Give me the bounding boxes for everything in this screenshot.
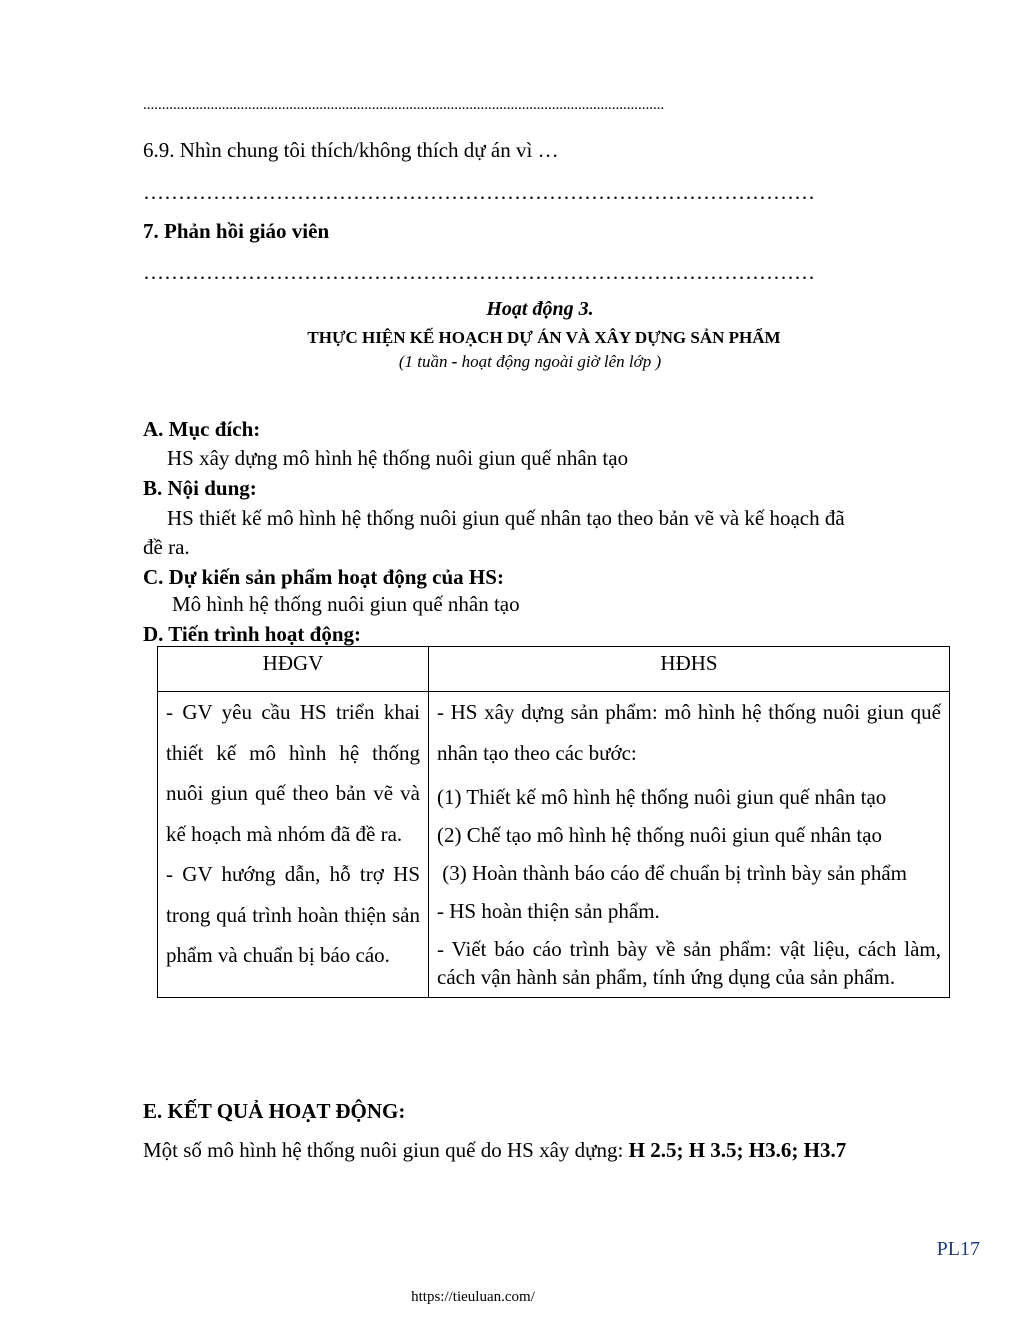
dotted-line: …………………………………………………………………………………… — [143, 180, 815, 204]
section-e-body — [143, 1136, 846, 1164]
table-row — [158, 692, 950, 998]
gv-item-2: - GV hướng dẫn, hỗ trợ HS trong quá trình hoàn thiện sản phẩm và chuẩn bị báo cáo. — [166, 862, 420, 967]
section-b-body-line1: HS thiết kế mô hình hệ thống nuôi giun quế nhân tạo theo bản vẽ và kế hoạch đã — [167, 506, 845, 530]
section-b-heading: B. Nội dung: — [143, 476, 257, 500]
section-e-heading: E. KẾT QUẢ HOẠT ĐỘNG: — [143, 1099, 406, 1123]
activity-note — [0, 352, 1024, 372]
dotted-line: ........................................................................................................................................... — [143, 97, 665, 113]
page-number: PL17 — [936, 1238, 980, 1260]
activity-note-duration: (1 tuần — [398, 352, 448, 371]
section-c-heading: C. Dự kiến sản phẩm hoạt động của HS: — [143, 565, 504, 589]
section-a-body: HS xây dựng mô hình hệ thống nuôi giun quế nhân tạo — [167, 446, 629, 470]
hs-item-5: - HS hoàn thiện sản phẩm. — [437, 899, 660, 923]
hs-item-2: (1) Thiết kế mô hình hệ thống nuôi giun quế nhân tạo — [437, 785, 887, 809]
activity-note-separator: - — [447, 352, 462, 371]
section-a-heading: A. Mục đích: — [143, 417, 261, 441]
activity-title: Hoạt động 3. — [486, 298, 594, 320]
section-d-heading: D. Tiến trình hoạt động: — [143, 622, 362, 646]
table-header-row — [158, 647, 950, 692]
hs-item-6: - Viết báo cáo trình bày về sản phẩm: vật liệu, cách làm, cách vận hành sản phẩm, tính ứng dụng của sản phẩm. — [437, 937, 941, 989]
figure-references: H 2.5; H 3.5; H3.6; H3.7 — [628, 1138, 847, 1162]
footer-url[interactable]: https://tieuluan.com/ — [411, 1289, 535, 1305]
section-7-heading: 7. Phản hồi giáo viên — [143, 219, 330, 243]
column-header-gv: HĐGV — [158, 647, 429, 692]
column-header-hs: HĐHS — [429, 647, 950, 692]
gv-item-1: - GV yêu cầu HS triển khai thiết kế mô hình hệ thống nuôi giun quế theo bản vẽ và kế hoạch mà nhóm đã đề ra. — [166, 700, 420, 846]
hs-item-3: (2) Chế tạo mô hình hệ thống nuôi giun quế nhân tạo — [437, 823, 883, 847]
hs-item-4: (3) Hoàn thành báo cáo để chuẩn bị trình bày sản phẩm — [437, 861, 908, 885]
dotted-line: …………………………………………………………………………………… — [143, 260, 815, 284]
hs-cell — [429, 692, 950, 998]
section-c-body: Mô hình hệ thống nuôi giun quế nhân tạo — [172, 592, 520, 616]
question-6-9: 6.9. Nhìn chung tôi thích/không thích dự án vì … — [143, 138, 559, 162]
section-b-body-line2: đề ra. — [143, 535, 190, 559]
gv-cell — [158, 692, 429, 998]
section-e-text: Một số mô hình hệ thống nuôi giun quế do HS xây dựng: — [143, 1138, 629, 1162]
hs-item-1: - HS xây dựng sản phẩm: mô hình hệ thống nuôi giun quế nhân tạo theo các bước: — [437, 700, 941, 765]
activity-table — [157, 646, 950, 998]
activity-note-type: hoạt động ngoài giờ lên lớp ) — [461, 352, 662, 371]
activity-subtitle: THỰC HIỆN KẾ HOẠCH DỰ ÁN VÀ XÂY DỰNG SẢN PHẨM — [307, 328, 781, 347]
